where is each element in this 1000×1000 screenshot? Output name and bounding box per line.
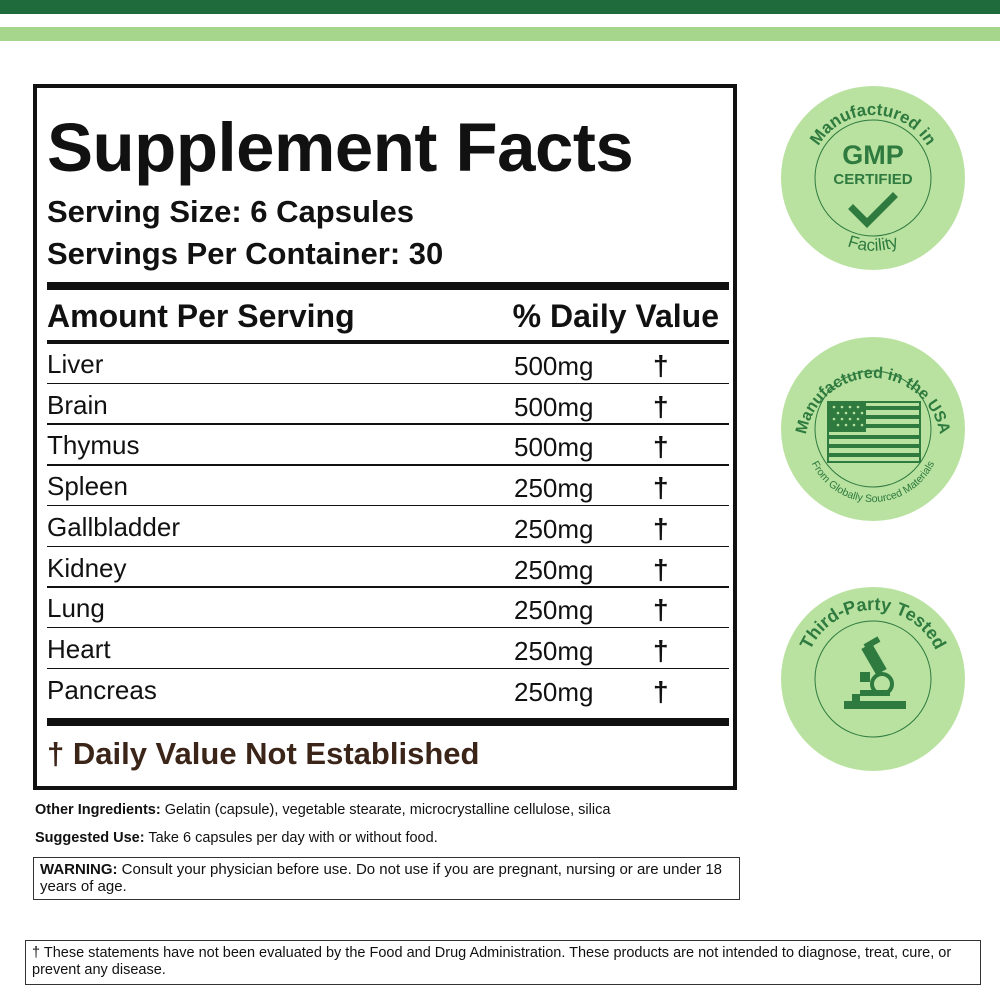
servings-per-container: Servings Per Container: 30 bbox=[47, 236, 444, 271]
nutrient-name: Kidney bbox=[47, 552, 127, 583]
divider-thick-bottom bbox=[47, 718, 729, 726]
warning-text: Consult your physician before use. Do not use if you are pregnant, nursing or are under 18 years of age. bbox=[40, 861, 723, 895]
gmp-arc-top: Manufactured in bbox=[806, 99, 940, 149]
top-dark-stripe bbox=[0, 0, 1000, 14]
gmp-line2: CERTIFIED bbox=[833, 171, 913, 188]
nutrient-daily-value: † bbox=[653, 512, 669, 544]
nutrient-daily-value: † bbox=[653, 553, 669, 585]
gmp-arc-bottom: Facility bbox=[845, 231, 901, 255]
nutrient-amount: 500mg bbox=[514, 351, 594, 381]
warning-label: WARNING: bbox=[40, 861, 118, 878]
fda-disclaimer: † These statements have not been evaluated by the Food and Drug Administration. These products are not intended to diagnose, treat, cure, or prevent any disease. bbox=[25, 940, 981, 985]
nutrient-row bbox=[47, 507, 729, 547]
divider-thick bbox=[47, 282, 729, 290]
gmp-certified-badge bbox=[780, 85, 966, 271]
nutrient-amount: 250mg bbox=[514, 595, 594, 626]
third-party-tested-badge bbox=[780, 586, 966, 772]
suggested-use-label: Suggested Use: bbox=[35, 830, 145, 846]
nutrient-amount: 250mg bbox=[514, 554, 594, 585]
nutrient-amount: 250mg bbox=[514, 676, 594, 707]
warning-box bbox=[33, 857, 740, 900]
top-light-stripe bbox=[0, 27, 1000, 41]
nutrient-daily-value: † bbox=[653, 675, 669, 707]
nutrient-name: Heart bbox=[47, 633, 111, 664]
nutrient-daily-value: † bbox=[653, 472, 669, 504]
nutrient-row bbox=[47, 344, 729, 384]
nutrient-amount: 500mg bbox=[514, 432, 594, 463]
nutrient-name: Thymus bbox=[47, 430, 140, 461]
tested-arc-top: Third-Party Tested bbox=[795, 593, 951, 653]
suggested-use-text: Take 6 capsules per day with or without food. bbox=[144, 830, 438, 846]
other-ingredients-text: Gelatin (capsule), vegetable stearate, microcrystalline cellulose, silica bbox=[160, 802, 611, 818]
other-ingredients-label: Other Ingredients: bbox=[35, 802, 161, 818]
nutrient-amount: 250mg bbox=[514, 473, 594, 504]
other-ingredients bbox=[35, 800, 735, 820]
daily-value-header: % Daily Value bbox=[512, 298, 719, 334]
nutrient-daily-value: † bbox=[653, 431, 669, 463]
nutrient-name: Gallbladder bbox=[47, 511, 180, 542]
nutrient-amount: 250mg bbox=[514, 513, 594, 544]
nutrient-row bbox=[47, 629, 729, 669]
nutrient-daily-value: † bbox=[653, 634, 669, 666]
nutrient-name: Brain bbox=[47, 389, 108, 420]
usa-arc-bottom: From Globally Sourced Materials bbox=[808, 459, 938, 506]
nutrient-name: Liver bbox=[47, 349, 104, 379]
nutrient-name: Spleen bbox=[47, 471, 128, 502]
nutrient-row bbox=[47, 548, 729, 588]
nutrient-row bbox=[47, 425, 729, 465]
gmp-line1: GMP bbox=[842, 140, 904, 170]
serving-size: Serving Size: 6 Capsules bbox=[47, 194, 414, 229]
amount-per-serving-header: Amount Per Serving bbox=[47, 298, 355, 334]
nutrient-amount: 250mg bbox=[514, 635, 594, 666]
nutrient-row bbox=[47, 385, 729, 425]
nutrient-row bbox=[47, 466, 729, 506]
supplement-facts-panel bbox=[33, 84, 737, 790]
suggested-use bbox=[35, 828, 735, 848]
daily-value-note: † Daily Value Not Established bbox=[47, 736, 480, 771]
made-in-usa-badge bbox=[780, 336, 966, 522]
nutrient-row bbox=[47, 588, 729, 628]
nutrient-daily-value: † bbox=[653, 594, 669, 626]
usa-arc-top: Manufactured in the USA bbox=[793, 364, 953, 436]
nutrient-amount: 500mg bbox=[514, 391, 594, 422]
nutrient-name: Pancreas bbox=[47, 674, 157, 705]
nutrient-daily-value: † bbox=[653, 350, 669, 381]
facts-title: Supplement Facts bbox=[47, 109, 634, 186]
nutrient-daily-value: † bbox=[653, 390, 669, 422]
nutrient-row bbox=[47, 670, 729, 710]
nutrient-name: Lung bbox=[47, 593, 105, 624]
